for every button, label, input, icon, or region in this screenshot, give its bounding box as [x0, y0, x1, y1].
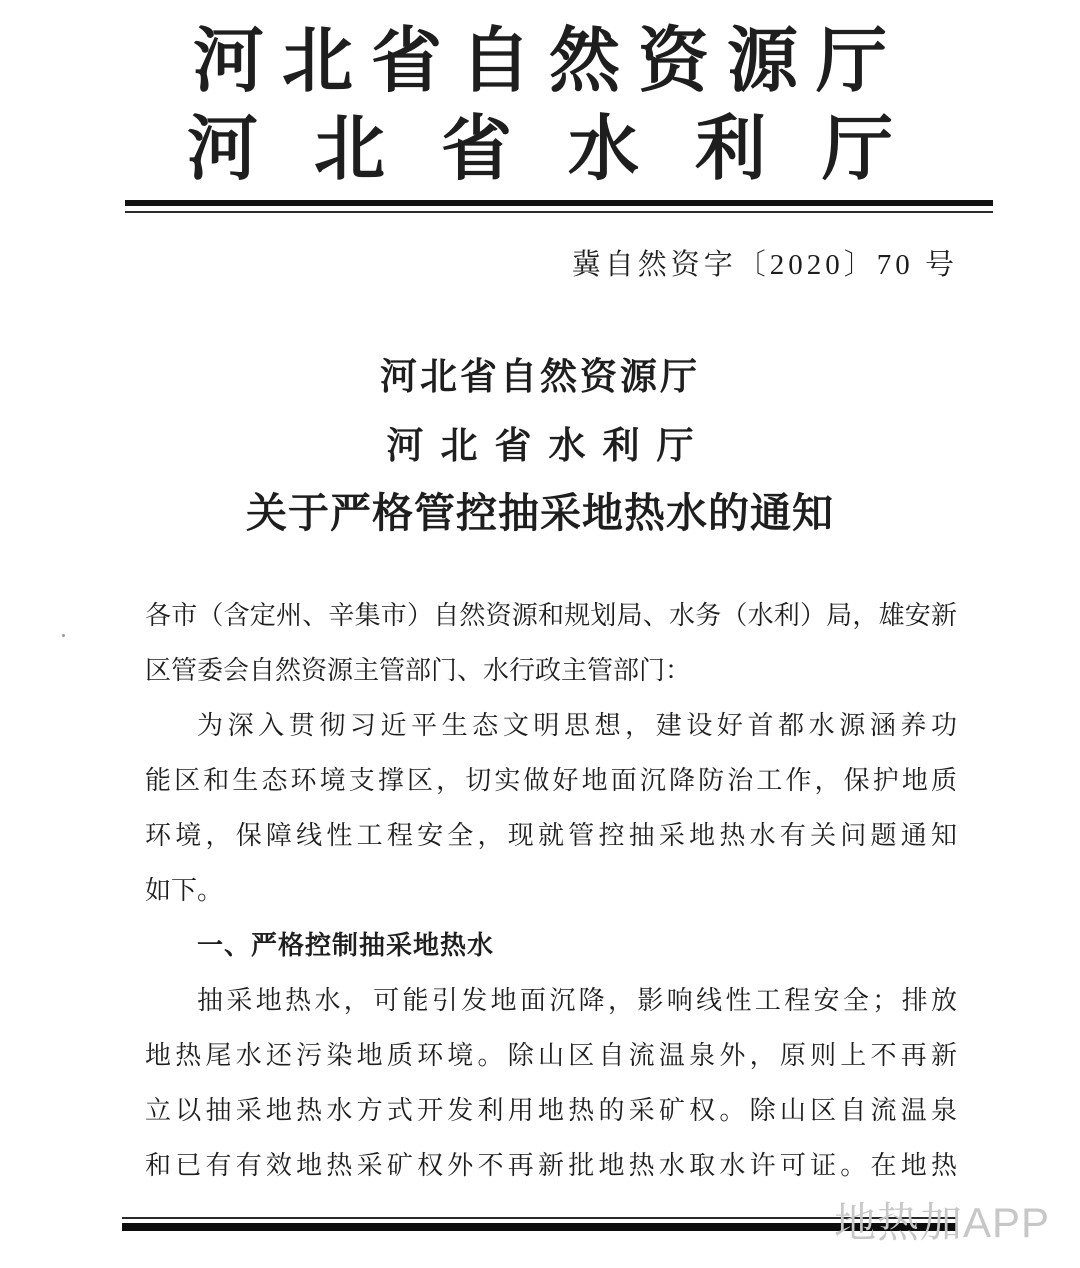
body-line-section1-2: 地热尾水还污染地质环境。除山区自流温泉外，原则上不再新 — [145, 1041, 957, 1070]
document-number: 冀自然资字〔2020〕70 号 — [571, 249, 958, 281]
watermark-text: 地热加APP — [834, 1199, 1051, 1246]
body-line-intro-2: 能区和生态环境支撑区，切实做好地面沉降防治工作，保护地质 — [145, 766, 957, 795]
scan-speck-artifact — [62, 634, 65, 637]
body-line-intro-3: 环境，保障线性工程安全，现就管控抽采地热水有关问题通知 — [145, 821, 957, 850]
body-line-section1-3: 立以抽采地热水方式开发利用地热的采矿权。除山区自流温泉 — [145, 1096, 957, 1125]
title-org-line-2-text: 河北省水利厅 — [386, 426, 711, 467]
section-1-heading: 一、严格控制抽采地热水 — [197, 930, 495, 960]
letterhead — [0, 18, 1080, 194]
document-body — [145, 588, 957, 1193]
header-rule-thick — [125, 200, 993, 206]
body-line-section1-4: 和已有有效地热采矿权外不再新批地热水取水许可证。在地热 — [145, 1151, 957, 1180]
body-line-salutation-1: 各市（含定州、辛集市）自然资源和规划局、水务（水利）局，雄安新 — [145, 601, 957, 630]
body-line-section1-1: 抽采地热水，可能引发地面沉降，影响线性工程安全；排放 — [197, 986, 957, 1015]
body-line-intro-1: 为深入贯彻习近平生态文明思想，建设好首都水源涵养功 — [197, 711, 957, 740]
body-line-intro-4: 如下。 — [145, 876, 224, 905]
title-org-line-1: 河北省自然资源厅 — [380, 357, 700, 398]
header-rule-thin — [125, 211, 993, 213]
letterhead-org-line-1-text: 河北省自然资源厅 — [192, 23, 905, 101]
title-subject-line: 关于严格管控抽采地热水的通知 — [246, 490, 834, 536]
letterhead-org-line-2-text: 河北省水利厅 — [186, 111, 949, 189]
body-line-salutation-2: 区管委会自然资源主管部门、水行政主管部门： — [145, 656, 692, 685]
title-org-line-2 — [0, 415, 1080, 469]
letterhead-org-line-2 — [0, 106, 1080, 194]
footer-rule-thick — [122, 1223, 958, 1231]
letterhead-org-line-1 — [0, 18, 1080, 106]
footer-rule-thin — [122, 1217, 958, 1219]
